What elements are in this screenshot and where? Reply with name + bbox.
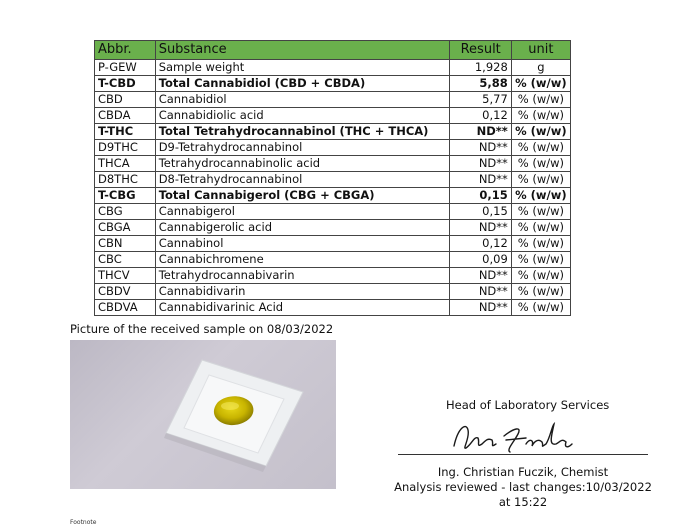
handwritten-signature <box>448 416 578 456</box>
cell-unit: % (w/w) <box>511 268 570 284</box>
cell-abbr: CBGA <box>95 220 156 236</box>
table-row <box>95 140 571 156</box>
cell-abbr: D8THC <box>95 172 156 188</box>
cell-abbr: CBDVA <box>95 300 156 316</box>
cell-abbr: THCA <box>95 156 156 172</box>
table-row <box>95 220 571 236</box>
cell-abbr: CBC <box>95 252 156 268</box>
table-row <box>95 124 571 140</box>
cell-result: 1,928 <box>450 60 512 76</box>
cell-abbr: THCV <box>95 268 156 284</box>
signature-title: Head of Laboratory Services <box>446 398 610 412</box>
cell-unit: % (w/w) <box>511 76 570 92</box>
cell-substance: Cannabidiolic acid <box>155 108 449 124</box>
header-unit: unit <box>511 41 570 60</box>
table-row <box>95 236 571 252</box>
signer-name: Ing. Christian Fuczik, Chemist <box>437 465 609 479</box>
cell-result: 0,12 <box>450 236 512 252</box>
header-result: Result <box>450 41 512 60</box>
cell-result: 0,09 <box>450 252 512 268</box>
cell-unit: % (w/w) <box>511 204 570 220</box>
table-header-row <box>95 41 571 60</box>
cell-substance: Cannabigerol <box>155 204 449 220</box>
cell-abbr: CBDV <box>95 284 156 300</box>
cell-result: ND** <box>450 140 512 156</box>
cell-substance: D8-Tetrahydrocannabinol <box>155 172 449 188</box>
cell-result: ND** <box>450 156 512 172</box>
cell-substance: Cannabidivarinic Acid <box>155 300 449 316</box>
cell-result: 5,77 <box>450 92 512 108</box>
cell-result: 5,88 <box>450 76 512 92</box>
cropped-top-text <box>95 0 175 4</box>
cell-substance: Sample weight <box>155 60 449 76</box>
cell-substance: Total Cannabidiol (CBD + CBDA) <box>155 76 449 92</box>
table-row <box>95 172 571 188</box>
cell-substance: Cannabidivarin <box>155 284 449 300</box>
cell-abbr: T-CBD <box>95 76 156 92</box>
cell-abbr: D9THC <box>95 140 156 156</box>
cell-unit: g <box>511 60 570 76</box>
cell-unit: % (w/w) <box>511 92 570 108</box>
table-row <box>95 284 571 300</box>
cell-substance: Total Tetrahydrocannabinol (THC + THCA) <box>155 124 449 140</box>
cell-result: ND** <box>450 268 512 284</box>
cell-unit: % (w/w) <box>511 156 570 172</box>
cell-substance: Cannabidiol <box>155 92 449 108</box>
table-row <box>95 252 571 268</box>
cell-abbr: CBDA <box>95 108 156 124</box>
cell-result: 0,15 <box>450 188 512 204</box>
cell-result: ND** <box>450 172 512 188</box>
review-note: Analysis reviewed - last changes:10/03/2022 at 15:22 <box>394 480 652 509</box>
cell-unit: % (w/w) <box>511 140 570 156</box>
cell-substance: Cannabichromene <box>155 252 449 268</box>
cell-result: ND** <box>450 124 512 140</box>
table-row <box>95 204 571 220</box>
footnote: Footnote <box>70 519 97 526</box>
cell-substance: Cannabigerolic acid <box>155 220 449 236</box>
cell-unit: % (w/w) <box>511 220 570 236</box>
cell-substance: Cannabinol <box>155 236 449 252</box>
header-substance: Substance <box>155 41 449 60</box>
table-row <box>95 76 571 92</box>
cell-substance: Total Cannabigerol (CBG + CBGA) <box>155 188 449 204</box>
cell-unit: % (w/w) <box>511 172 570 188</box>
cell-abbr: T-CBG <box>95 188 156 204</box>
cell-abbr: P-GEW <box>95 60 156 76</box>
cell-unit: % (w/w) <box>511 284 570 300</box>
table-row <box>95 188 571 204</box>
sample-photo <box>70 340 336 489</box>
table-row <box>95 108 571 124</box>
cell-substance: Tetrahydrocannabinolic acid <box>155 156 449 172</box>
cell-unit: % (w/w) <box>511 108 570 124</box>
table-row <box>95 300 571 316</box>
photo-caption: Picture of the received sample on 08/03/2022 <box>70 322 334 336</box>
table-row <box>95 268 571 284</box>
cell-substance: Tetrahydrocannabivarin <box>155 268 449 284</box>
results-table <box>94 40 571 316</box>
cell-substance: D9-Tetrahydrocannabinol <box>155 140 449 156</box>
cell-abbr: CBD <box>95 92 156 108</box>
cell-abbr: T-THC <box>95 124 156 140</box>
cell-unit: % (w/w) <box>511 252 570 268</box>
cell-unit: % (w/w) <box>511 124 570 140</box>
table-row <box>95 60 571 76</box>
table-row <box>95 92 571 108</box>
cell-abbr: CBG <box>95 204 156 220</box>
cell-result: ND** <box>450 284 512 300</box>
header-abbr: Abbr. <box>95 41 156 60</box>
cell-unit: % (w/w) <box>511 300 570 316</box>
cell-result: ND** <box>450 300 512 316</box>
table-row <box>95 156 571 172</box>
cell-result: 0,15 <box>450 204 512 220</box>
signature-line <box>398 454 648 455</box>
cell-abbr: CBN <box>95 236 156 252</box>
cell-unit: % (w/w) <box>511 188 570 204</box>
cell-result: ND** <box>450 220 512 236</box>
sample-photo-image <box>70 340 336 489</box>
cell-unit: % (w/w) <box>511 236 570 252</box>
cell-result: 0,12 <box>450 108 512 124</box>
